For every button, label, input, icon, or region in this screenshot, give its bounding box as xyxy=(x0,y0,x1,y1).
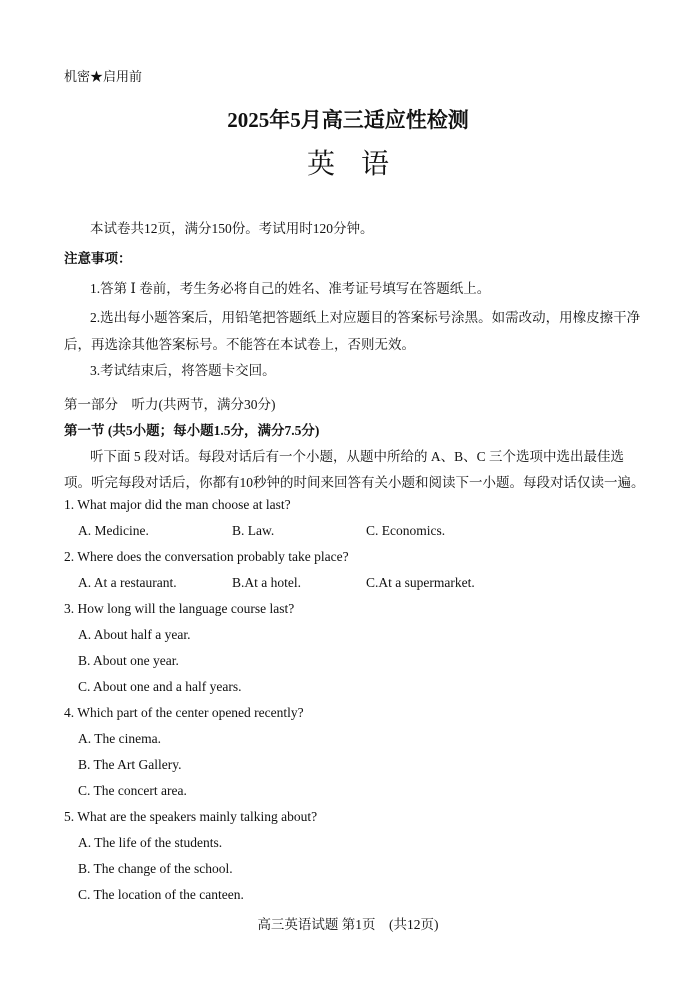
section-instructions: 项。听完每段对话后，你都有10秒钟的时间来回答有关小题和阅读下一小题。每段对话仅读一遍。 xyxy=(64,475,645,490)
question-text: 4. Which part of the center opened recently? xyxy=(64,705,304,720)
question-text: 1. What major did the man choose at last? xyxy=(64,497,291,512)
option-a: A. The life of the students. xyxy=(78,835,223,850)
option-b: B. About one year. xyxy=(78,653,179,668)
option-c: C. Economics. xyxy=(366,523,446,538)
note-item: 1.答第 Ⅰ 卷前，考生务必将自己的姓名、准考证号填写在答题纸上。 xyxy=(90,281,491,296)
option-c: C. About one and a half years. xyxy=(78,679,242,694)
note-item: 2.选出每小题答案后，用铅笔把答题纸上对应题目的答案标号涂黑。如需改动，用橡皮擦干净 xyxy=(90,310,641,325)
option-b: B.At a hotel. xyxy=(232,575,301,590)
option-a: A. At a restaurant. xyxy=(78,575,177,590)
secret-label: 机密★启用前 xyxy=(64,69,143,84)
note-item: 后，再选涂其他答案标号。不能答在本试卷上，否则无效。 xyxy=(64,337,415,352)
exam-title: 2025年5月高三适应性检测 xyxy=(227,108,469,132)
section-title: 第一节 (共5小题；每小题1.5分，满分7.5分) xyxy=(64,423,320,438)
option-c: C. The concert area. xyxy=(78,783,187,798)
question-text: 2. Where does the conversation probably take place? xyxy=(64,549,349,564)
question-text: 3. How long will the language course last? xyxy=(64,601,295,616)
question-text: 5. What are the speakers mainly talking about? xyxy=(64,809,318,824)
intro-text: 本试卷共12页，满分150份。考试用时120分钟。 xyxy=(90,221,374,236)
note-item: 3.考试结束后，将答题卡交回。 xyxy=(90,363,276,378)
option-b: B. The change of the school. xyxy=(78,861,233,876)
part-title: 第一部分 听力(共两节，满分30分) xyxy=(64,397,276,412)
subject-title: 英语 xyxy=(306,149,415,180)
option-a: A. Medicine. xyxy=(78,523,149,538)
option-b: B. Law. xyxy=(232,523,275,538)
option-c: C. The location of the canteen. xyxy=(78,887,244,902)
option-a: A. The cinema. xyxy=(78,731,161,746)
option-b: B. The Art Gallery. xyxy=(78,757,182,772)
notes-heading: 注意事项： xyxy=(64,251,132,266)
page-footer: 高三英语试题 第1页 (共12页) xyxy=(257,917,439,932)
option-a: A. About half a year. xyxy=(78,627,191,642)
option-c: C.At a supermarket. xyxy=(366,575,475,590)
section-instructions: 听下面 5 段对话。每段对话后有一个小题，从题中所给的 A、B、C 三个选项中选出最佳选 xyxy=(90,449,625,464)
